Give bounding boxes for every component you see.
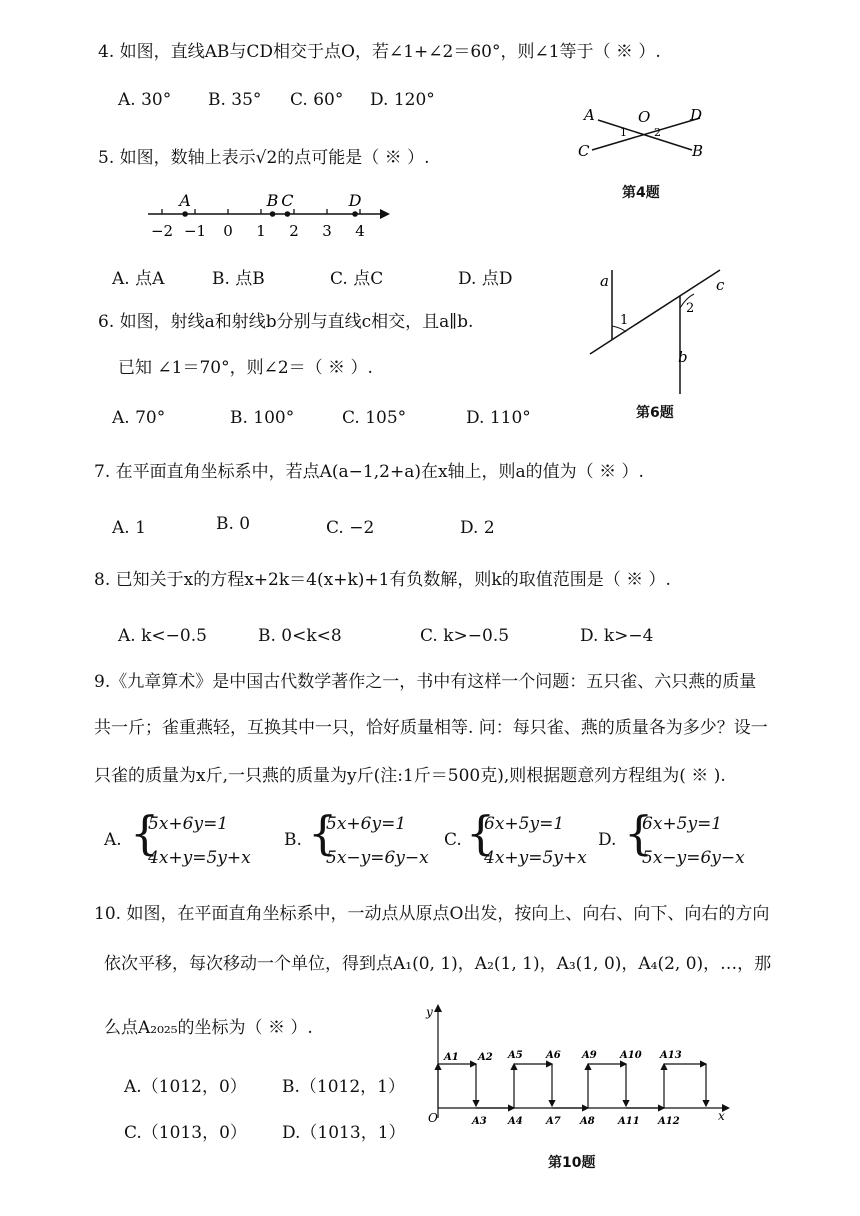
q4-label-d: D	[690, 106, 703, 124]
numberline-tick-label: 2	[289, 222, 299, 240]
q9-option-d-eq1: 6x+5y=1	[642, 814, 723, 834]
q10-option-b: B.（1012，1）	[282, 1077, 405, 1097]
q10-label-a13: A13	[660, 1050, 682, 1061]
q8-stem: 8. 已知关于x的方程x+2k＝4(x+k)+1有负数解，则k的取值范围是（ ※ ）.	[94, 570, 671, 590]
q9-option-b-letter: B.	[284, 830, 302, 850]
q10-option-c: C.（1013，0）	[124, 1123, 247, 1143]
q5-option-a: A. 点A	[112, 269, 165, 289]
q4-label-a: A	[584, 106, 595, 124]
q8-option-b: B. 0<k<8	[258, 626, 342, 646]
q7-option-b: B. 0	[216, 514, 251, 534]
q10-option-a: A.（1012，0）	[124, 1077, 247, 1097]
q10-label-a8: A8	[580, 1116, 595, 1127]
q4-stem: 4. 如图，直线AB与CD相交于点O，若∠1+∠2＝60°，则∠1等于（ ※ ）.	[98, 42, 661, 62]
q10-origin: O	[428, 1111, 438, 1125]
q6-angle-2: 2	[686, 301, 695, 316]
q9-option-a-eq1: 5x+6y=1	[148, 814, 229, 834]
q10-label-a3: A3	[472, 1116, 487, 1127]
q9-option-a-brace: {	[130, 806, 160, 860]
q10-label-a5: A5	[508, 1050, 523, 1061]
q5-stem: 5. 如图，数轴上表示√2的点可能是（ ※ ）.	[98, 148, 430, 168]
q6-label-b: b	[678, 348, 688, 366]
numberline-point-label: C	[281, 191, 294, 210]
q4-option-a: A. 30°	[118, 90, 172, 110]
q10-line-1: 10. 如图，在平面直角坐标系中，一动点从原点O出发，按向上、向右、向下、向右的方向	[94, 904, 770, 924]
q7-option-a: A. 1	[112, 518, 146, 538]
numberline-point-label: B	[266, 191, 279, 210]
q4-caption: 第4题	[622, 185, 660, 201]
numberline-point-label: A	[179, 191, 191, 210]
q6-option-a: A. 70°	[112, 408, 166, 428]
q9-option-b-eq2: 5x−y=6y−x	[326, 848, 429, 868]
q10-label-a6: A6	[546, 1050, 561, 1061]
q10-label-a1: A1	[444, 1052, 459, 1063]
q10-label-a11: A11	[618, 1116, 640, 1127]
q4-angle-1: 1	[620, 126, 627, 139]
q6-option-c: C. 105°	[342, 408, 407, 428]
numberline-point	[270, 211, 276, 217]
q10-label-a10: A10	[620, 1050, 642, 1061]
q6-option-d: D. 110°	[466, 408, 531, 428]
q5-number-line	[140, 186, 400, 242]
q9-option-b-brace: {	[308, 806, 338, 860]
numberline-tick-label: 3	[322, 222, 332, 240]
q9-option-c-brace: {	[466, 806, 496, 860]
q10-axis-x: x	[718, 1109, 725, 1123]
q6-caption: 第6题	[636, 405, 674, 421]
q6-option-b: B. 100°	[230, 408, 295, 428]
numberline-tick-label: −1	[183, 222, 207, 240]
q10-line-2: 依次平移，每次移动一个单位，得到点A₁(0, 1)，A₂(1, 1)，A₃(1, 0)，A₄(2, 0)，…，那	[104, 954, 772, 974]
q9-option-c-letter: C.	[444, 830, 462, 850]
q10-label-a7: A7	[546, 1116, 561, 1127]
q9-option-a-letter: A.	[104, 830, 122, 850]
q10-label-a12: A12	[658, 1116, 680, 1127]
q6-angle-1: 1	[620, 313, 629, 328]
q8-option-a: A. k<−0.5	[118, 626, 207, 646]
q4-label-b: B	[692, 142, 704, 160]
q10-label-a9: A9	[582, 1050, 597, 1061]
q10-caption: 第10题	[548, 1155, 596, 1171]
numberline-tick-label: 4	[355, 222, 365, 240]
q9-line-2: 共一斤；雀重燕轻，互换其中一只，恰好质量相等. 问：每只雀、燕的质量各为多少？设一	[94, 718, 768, 738]
q4-option-d: D. 120°	[370, 90, 435, 110]
q9-line-3: 只雀的质量为x斤,一只燕的质量为y斤(注:1斤＝500克),则根据题意列方程组为( ※ ).	[94, 766, 726, 786]
q4-option-b: B. 35°	[208, 90, 262, 110]
q10-line-3: 么点A₂₀₂₅的坐标为（ ※ ）.	[104, 1018, 313, 1038]
q4-figure	[570, 100, 720, 170]
q9-option-d-eq2: 5x−y=6y−x	[642, 848, 745, 868]
q8-option-d: D. k>−4	[580, 626, 654, 646]
q8-option-c: C. k>−0.5	[420, 626, 510, 646]
q5-option-d: D. 点D	[458, 269, 513, 289]
numberline-tick-label: 0	[223, 222, 233, 240]
q7-option-d: D. 2	[460, 518, 495, 538]
q10-label-a2: A2	[478, 1052, 493, 1063]
q6-figure	[580, 258, 740, 398]
q10-axis-y: y	[426, 1005, 433, 1019]
q9-option-d-brace: {	[624, 806, 654, 860]
q4-angle-2: 2	[654, 126, 661, 139]
q4-label-c: C	[578, 142, 590, 160]
q6-stem: 6. 如图，射线a和射线b分别与直线c相交，且a∥b.	[98, 312, 474, 332]
q9-option-c-eq2: 4x+y=5y+x	[484, 848, 587, 868]
q9-option-d-letter: D.	[598, 830, 617, 850]
numberline-point	[285, 211, 291, 217]
q7-stem: 7. 在平面直角坐标系中，若点A(a−1,2+a)在x轴上，则a的值为（ ※ ）.	[94, 462, 644, 482]
q5-option-b: B. 点B	[212, 269, 265, 289]
q9-option-a-eq2: 4x+y=5y+x	[148, 848, 251, 868]
numberline-tick-label: −2	[150, 222, 174, 240]
q9-option-c-eq1: 6x+5y=1	[484, 814, 565, 834]
q9-option-b-eq1: 5x+6y=1	[326, 814, 407, 834]
q7-option-c: C. −2	[326, 518, 375, 538]
q5-option-c: C. 点C	[330, 269, 384, 289]
q10-label-a4: A4	[508, 1116, 523, 1127]
numberline-tick-label: 1	[256, 222, 266, 240]
q6-label-c: c	[716, 276, 725, 294]
q10-figure	[420, 1000, 740, 1130]
q10-option-d: D.（1013，1）	[282, 1123, 406, 1143]
q6-label-a: a	[600, 272, 609, 290]
q9-line-1: 9.《九章算术》是中国古代数学著作之一，书中有这样一个问题：五只雀、六只燕的质量	[94, 672, 757, 692]
q6-stem-2: 已知 ∠1＝70°，则∠2＝（ ※ ）.	[118, 358, 373, 378]
numberline-point	[182, 211, 188, 217]
q4-option-c: C. 60°	[290, 90, 344, 110]
numberline-point	[352, 211, 358, 217]
numberline-point-label: D	[348, 191, 362, 210]
q4-label-o: O	[638, 108, 651, 126]
